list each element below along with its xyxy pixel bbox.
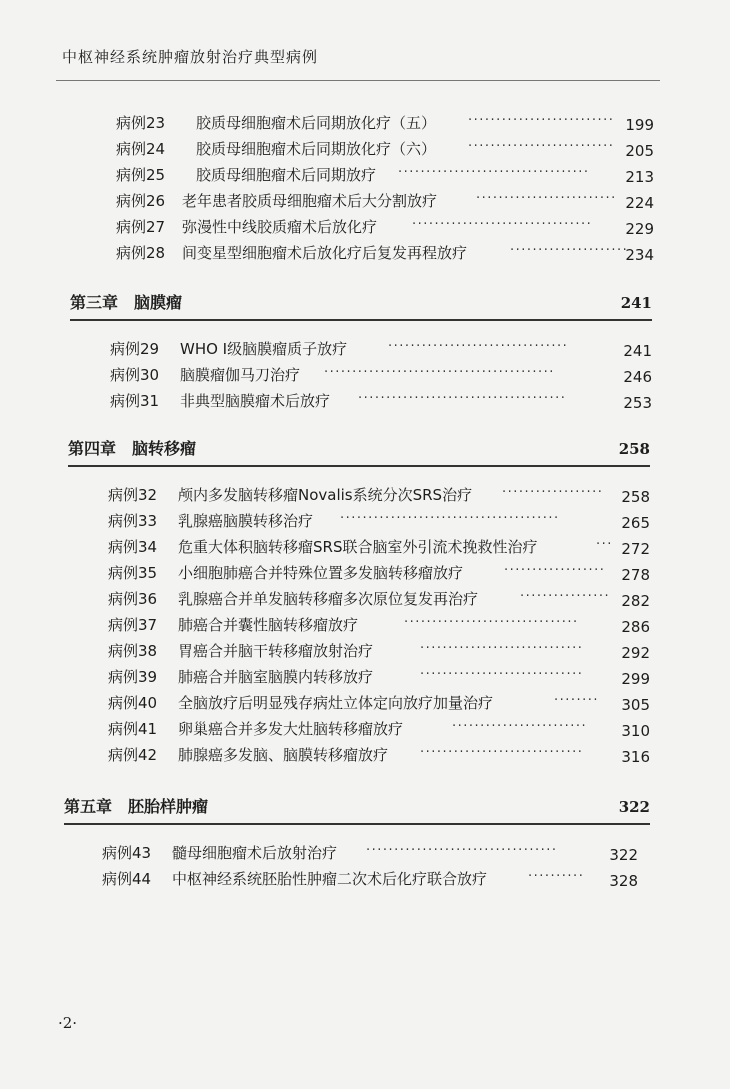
toc-entry[interactable] (108, 560, 650, 586)
toc-entry[interactable] (116, 188, 654, 214)
toc-entry[interactable] (116, 240, 654, 266)
page-number: 316 (621, 748, 650, 766)
leader-dots: ········································· (324, 365, 555, 380)
case-number: 病例39 (108, 668, 158, 686)
toc-entry[interactable] (108, 742, 650, 768)
page-number: 272 (621, 540, 650, 558)
case-number: 病例26 (116, 192, 166, 210)
leader-dots: ·················· (504, 563, 606, 578)
chapter-rule (70, 319, 652, 321)
leader-dots: ····························· (420, 745, 584, 760)
case-title: 全脑放疗后明显残存病灶立体定向放疗加量治疗 (178, 694, 494, 712)
case-number: 病例23 (116, 114, 166, 132)
page-number: 234 (625, 246, 654, 264)
case-title: 非典型脑膜瘤术后放疗 (180, 392, 331, 410)
page-number: 253 (623, 394, 652, 412)
case-number: 病例44 (102, 870, 152, 888)
toc-entry[interactable] (110, 336, 652, 362)
page-number: 224 (625, 194, 654, 212)
chapter-title: 第四章 脑转移瘤 (68, 439, 197, 458)
leader-dots: ······························· (404, 615, 579, 630)
case-title: 间变星型细胞瘤术后放化疗后复发再程放疗 (182, 244, 468, 262)
case-title: 危重大体积脑转移瘤SRS联合脑室外引流术挽救性治疗 (178, 538, 538, 556)
toc-entry[interactable] (108, 586, 650, 612)
case-number: 病例27 (116, 218, 166, 236)
toc-entry[interactable] (116, 110, 654, 136)
page-number: 199 (625, 116, 654, 134)
case-title: 弥漫性中线胶质瘤术后放化疗 (182, 218, 378, 236)
page-folio: ·2· (58, 1014, 78, 1032)
page-number: 299 (621, 670, 650, 688)
leader-dots: ·································· (398, 165, 590, 180)
case-number: 病例31 (110, 392, 160, 410)
chapter-page: 258 (618, 440, 650, 458)
page-number: 282 (621, 592, 650, 610)
leader-dots: ··· (596, 537, 613, 552)
chapter-title: 第三章 脑膜瘤 (70, 293, 183, 312)
toc-entry[interactable] (108, 508, 650, 534)
leader-dots: ·················· (502, 485, 604, 500)
toc-entry[interactable] (108, 482, 650, 508)
case-number: 病例33 (108, 512, 158, 530)
case-number: 病例24 (116, 140, 166, 158)
leader-dots: ························ (452, 719, 588, 734)
toc-entry[interactable] (102, 840, 638, 866)
running-header: 中枢神经系统肿瘤放射治疗典型病例 (62, 48, 319, 66)
case-number: 病例35 (108, 564, 158, 582)
case-number: 病例41 (108, 720, 158, 738)
case-title: 中枢神经系统胚胎性肿瘤二次术后化疗联合放疗 (172, 870, 488, 888)
leader-dots: ················ (520, 589, 611, 604)
case-number: 病例36 (108, 590, 158, 608)
case-number: 病例34 (108, 538, 158, 556)
leader-dots: ·························· (468, 139, 615, 154)
toc-entry[interactable] (110, 362, 652, 388)
case-title: WHO Ⅰ级脑膜瘤质子放疗 (180, 340, 348, 358)
case-title: 肺癌合并脑室脑膜内转移放疗 (178, 668, 374, 686)
toc-entry[interactable] (108, 690, 650, 716)
page-number: 310 (621, 722, 650, 740)
leader-dots: ····································· (358, 391, 567, 406)
toc-group-embryonal (102, 840, 638, 892)
leader-dots: ····························· (420, 667, 584, 682)
case-number: 病例37 (108, 616, 158, 634)
leader-dots: ········ (554, 693, 600, 708)
case-number: 病例30 (110, 366, 160, 384)
toc-group-glioma (116, 110, 654, 266)
chapter-rule (64, 823, 650, 825)
toc-entry[interactable] (116, 162, 654, 188)
leader-dots: ·································· (366, 843, 558, 858)
toc-entry[interactable] (108, 534, 650, 560)
case-title: 乳腺癌脑膜转移治疗 (178, 512, 314, 530)
leader-dots: ······································· (340, 511, 560, 526)
case-title: 卵巢癌合并多发大灶脑转移瘤放疗 (178, 720, 404, 738)
toc-entry[interactable] (108, 612, 650, 638)
case-number: 病例43 (102, 844, 152, 862)
page-number: 213 (625, 168, 654, 186)
chapter-heading-4[interactable] (68, 436, 650, 466)
case-number: 病例38 (108, 642, 158, 660)
chapter-rule (68, 465, 650, 467)
case-title: 乳腺癌合并单发脑转移瘤多次原位复发再治疗 (178, 590, 479, 608)
toc-group-brain-metastasis (108, 482, 650, 768)
case-title: 老年患者胶质母细胞瘤术后大分割放疗 (182, 192, 438, 210)
case-title: 髓母细胞瘤术后放射治疗 (172, 844, 338, 862)
leader-dots: ························· (476, 191, 617, 206)
page-number: 265 (621, 514, 650, 532)
chapter-heading-5[interactable] (64, 794, 650, 824)
case-title: 肺腺癌多发脑、脑膜转移瘤放疗 (178, 746, 389, 764)
page-number: 229 (625, 220, 654, 238)
page-number: 305 (621, 696, 650, 714)
chapter-page: 322 (618, 798, 650, 816)
toc-entry[interactable] (108, 664, 650, 690)
toc-entry[interactable] (102, 866, 638, 892)
toc-entry[interactable] (116, 214, 654, 240)
toc-entry[interactable] (110, 388, 652, 414)
page-number: 241 (623, 342, 652, 360)
header-divider (56, 80, 660, 81)
case-title: 脑膜瘤伽马刀治疗 (180, 366, 301, 384)
page-number: 278 (621, 566, 650, 584)
case-title: 小细胞肺癌合并特殊位置多发脑转移瘤放疗 (178, 564, 464, 582)
case-title: 胃癌合并脑干转移瘤放射治疗 (178, 642, 374, 660)
toc-entry[interactable] (108, 716, 650, 742)
case-number: 病例40 (108, 694, 158, 712)
toc-entry[interactable] (108, 638, 650, 664)
leader-dots: ································ (412, 217, 593, 232)
case-number: 病例42 (108, 746, 158, 764)
case-number: 病例32 (108, 486, 158, 504)
chapter-page: 241 (620, 294, 652, 312)
leader-dots: ····················· (510, 243, 629, 258)
case-title: 肺癌合并囊性脑转移瘤放疗 (178, 616, 359, 634)
leader-dots: ·························· (468, 113, 615, 128)
chapter-title: 第五章 胚胎样肿瘤 (64, 797, 209, 816)
case-number: 病例29 (110, 340, 160, 358)
chapter-heading-3[interactable] (70, 290, 652, 320)
page-number: 205 (625, 142, 654, 160)
leader-dots: ································ (388, 339, 569, 354)
page-number: 292 (621, 644, 650, 662)
case-number: 病例25 (116, 166, 166, 184)
case-title: 胶质母细胞瘤术后同期放化疗（六） (196, 140, 437, 158)
page-number: 258 (621, 488, 650, 506)
page-number: 286 (621, 618, 650, 636)
page-number: 328 (609, 872, 638, 890)
leader-dots: ·········· (528, 869, 585, 884)
toc-entry[interactable] (116, 136, 654, 162)
case-title: 颅内多发脑转移瘤Novalis系统分次SRS治疗 (178, 486, 473, 504)
case-title: 胶质母细胞瘤术后同期放疗 (196, 166, 377, 184)
case-number: 病例28 (116, 244, 166, 262)
case-title: 胶质母细胞瘤术后同期放化疗（五） (196, 114, 437, 132)
page-number: 322 (609, 846, 638, 864)
page-number: 246 (623, 368, 652, 386)
toc-group-meningioma (110, 336, 652, 414)
leader-dots: ····························· (420, 641, 584, 656)
